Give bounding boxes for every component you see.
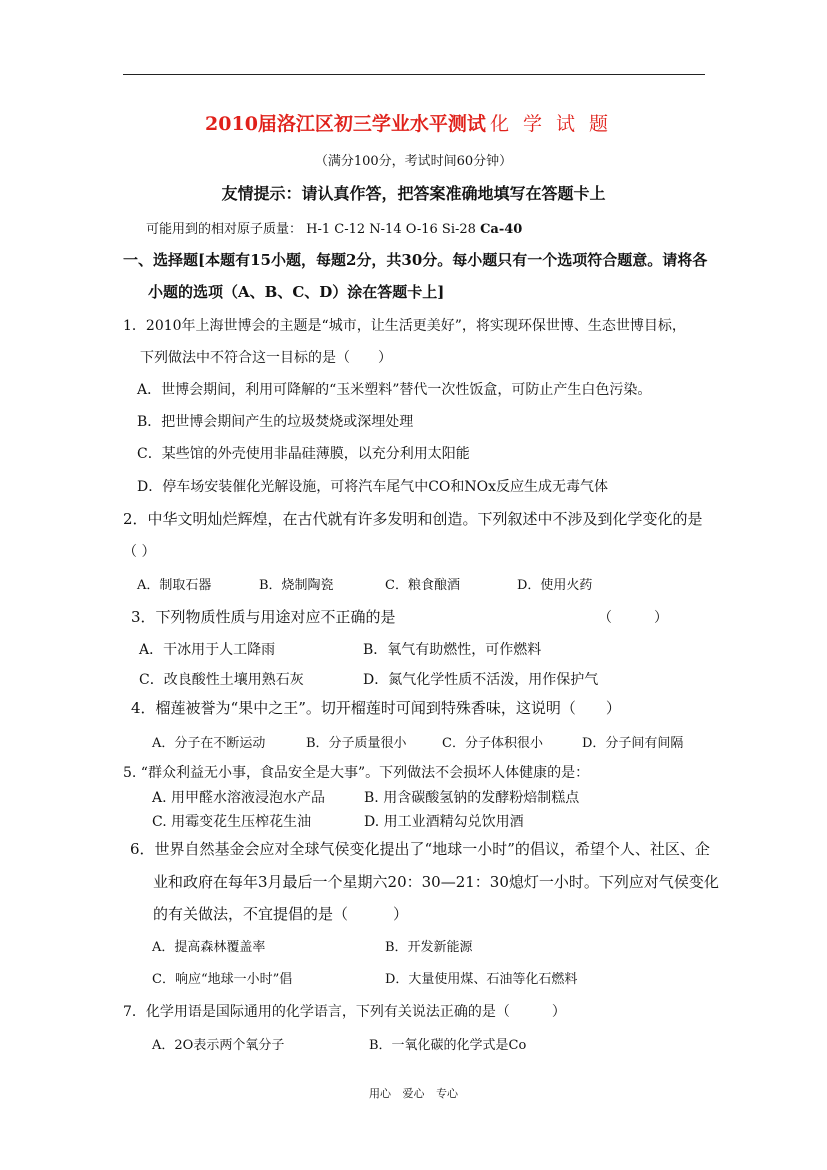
q2-option-c: C．粮食酿酒 <box>385 578 460 593</box>
q7-stem: 7．化学用语是国际通用的化学语言，下列有关说法正确的是（ ） <box>123 1004 566 1020</box>
q1-stem-cont: 下列做法中不符合这一目标的是（ ） <box>140 350 392 366</box>
q4-stem: 4．榴莲被誉为“果中之王”。切开榴莲时可闻到特殊香味，这说明（ ） <box>131 699 621 717</box>
q5-option-d: D. 用工业酒精勾兑饮用酒 <box>364 814 524 830</box>
q1-option-b: B．把世博会期间产生的垃圾焚烧或深埋处理 <box>137 414 414 430</box>
atomic-masses-text: 可能用到的相对原子质量： H-1 C-12 N-14 O-16 Si-28 <box>146 222 476 237</box>
q1-option-c: C．某些馆的外壳使用非晶硅薄膜，以充分利用太阳能 <box>137 446 470 462</box>
q4-option-d: D．分子间有间隔 <box>582 736 684 751</box>
q3-option-d: D．氮气化学性质不活泼，用作保护气 <box>363 672 599 688</box>
q6-stem-cont: 业和政府在每年3月最后一个星期六20：30—21：30熄灯一小时。下列应对气侯变化 <box>153 873 719 891</box>
q3-option-c: C．改良酸性土壤用熟石灰 <box>139 672 304 688</box>
q6-option-b: B．开发新能源 <box>385 940 473 955</box>
q6-option-c: C．响应“地球一小时”倡 <box>152 972 293 987</box>
atomic-masses <box>146 218 522 237</box>
q2-stem: 2．中华文明灿烂辉煌，在古代就有许多发明和创造。下列叙述中不涉及到化学变化的是 <box>123 510 703 528</box>
q3-option-b: B．氧气有助燃性，可作燃料 <box>363 642 542 658</box>
title-main: 2010届洛江区初三学业水平测试 <box>205 113 486 135</box>
q1-stem: 1．2010年上海世博会的主题是“城市，让生活更美好”，将实现环保世博、生态世博目标， <box>123 318 686 334</box>
header-rule <box>123 74 705 75</box>
title-subject: 化学试题 <box>489 113 622 135</box>
q2-option-d: D．使用火药 <box>517 578 593 593</box>
q6-option-a: A．提高森林覆盖率 <box>152 940 266 955</box>
q2-option-a: A．制取石器 <box>137 578 212 593</box>
q1-option-d: D．停车场安装催化光解设施，可将汽车尾气中CO和NOx反应生成无毒气体 <box>137 479 609 495</box>
q2-stem-cont: （ ） <box>123 544 156 560</box>
q3-option-a: A．干冰用于人工降雨 <box>139 642 276 658</box>
q5-stem: 5. “群众利益无小事，食品安全是大事”。下列做法不会损坏人体健康的是： <box>123 765 590 781</box>
q7-option-a: A．2O表示两个氧分子 <box>152 1038 285 1053</box>
q6-stem: 6．世界自然基金会应对全球气侯变化提出了“地球一小时”的倡议，希望个人、社区、企 <box>130 840 710 858</box>
q5-option-a: A. 用甲醛水溶液浸泡水产品 <box>152 790 326 806</box>
q1-option-a: A．世博会期间，利用可降解的“玉米塑料”替代一次性饭盒，可防止产生白色污染。 <box>137 382 652 398</box>
atomic-mass-ca: Ca-40 <box>480 222 523 237</box>
q2-option-b: B．烧制陶瓷 <box>259 578 334 593</box>
page-footer: 用心 爱心 专心 <box>369 1087 458 1100</box>
q4-option-b: B．分子质量很小 <box>306 736 407 751</box>
q6-option-d: D．大量使用煤、石油等化石燃料 <box>385 972 578 987</box>
friendly-tips: 友情提示：请认真作答，把答案准确地填写在答题卡上 <box>221 184 606 203</box>
q3-stem: 3．下列物质性质与用途对应不正确的是 <box>131 608 396 626</box>
page-title <box>0 109 827 136</box>
q4-option-c: C．分子体积很小 <box>442 736 543 751</box>
q4-option-a: A．分子在不断运动 <box>152 736 266 751</box>
q5-option-b: B. 用含碳酸氢钠的发酵粉焙制糕点 <box>364 790 580 806</box>
q5-option-c: C. 用霉变花生压榨花生油 <box>152 814 312 830</box>
q3-answer-paren: （ ） <box>598 610 668 626</box>
section1-heading-cont: 小题的选项（A、B、C、D）涂在答题卡上] <box>148 283 445 301</box>
section1-heading: 一、选择题[本题有15小题，每题2分，共30分。每小题只有一个选项符合题意。请将各 <box>123 251 708 269</box>
q7-option-b: B．一氧化碳的化学式是Co <box>369 1038 527 1053</box>
q6-stem-cont2: 的有关做法，不宜提倡的是（ ） <box>153 905 409 923</box>
exam-info: （满分100分，考试时间60分钟） <box>314 154 513 169</box>
